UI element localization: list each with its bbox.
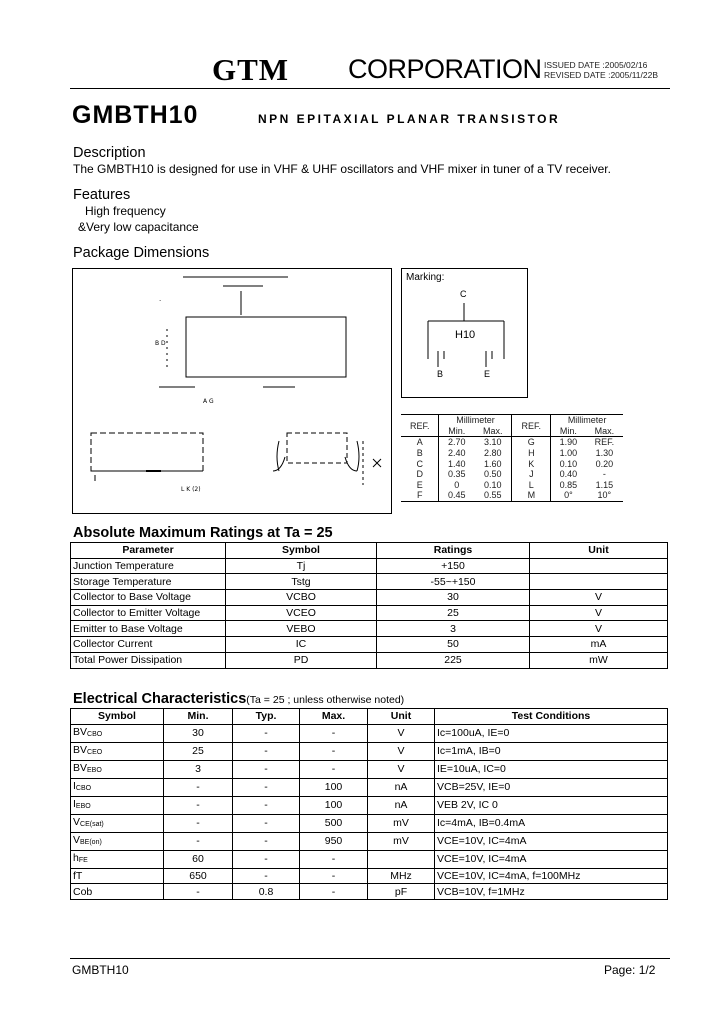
rating-cell: 225 — [377, 652, 530, 668]
dimension-table — [401, 414, 623, 502]
table-row — [71, 760, 668, 778]
pin-e-label: E — [484, 369, 491, 379]
symbol-cell — [71, 742, 164, 760]
company-logo: GTM — [212, 52, 290, 87]
marking-code: H10 — [455, 329, 476, 341]
condition-cell: VCE=10V, IC=4mA — [435, 850, 668, 868]
dim-min: 0.35 — [447, 469, 466, 480]
table-row — [71, 778, 668, 796]
symbol-cell: IC — [226, 637, 377, 653]
max-cell: - — [300, 868, 368, 884]
dim-ref: K — [512, 458, 551, 469]
max-cell: 950 — [300, 832, 368, 850]
min-cell: 650 — [164, 868, 233, 884]
rating-cell: 50 — [377, 637, 530, 653]
symbol-cell — [71, 724, 164, 742]
typ-cell: - — [233, 814, 300, 832]
package-drawing — [72, 268, 392, 514]
condition-cell: VCB=10V, f=1MHz — [435, 884, 668, 900]
dim-ref: E — [401, 480, 439, 491]
dim-max: 0.55 — [474, 490, 512, 501]
col-header: Parameter — [71, 543, 226, 559]
unit-cell: nA — [368, 778, 435, 796]
dim-max: REF. — [594, 437, 615, 448]
dim-ref: H — [512, 448, 551, 459]
col-header: Symbol — [71, 709, 164, 725]
min-cell: - — [164, 778, 233, 796]
rating-cell: 3 — [377, 621, 530, 637]
param-cell: Junction Temperature — [71, 558, 226, 574]
description-heading: Description — [73, 145, 146, 161]
elec-heading: Electrical Characteristics — [73, 691, 247, 707]
col-header: Unit — [368, 709, 435, 725]
table-row — [71, 590, 668, 606]
revision-dates — [544, 60, 658, 80]
symbol-cell — [71, 760, 164, 778]
typ-cell: - — [233, 796, 300, 814]
symbol-cell: Tj — [226, 558, 377, 574]
symbol-cell — [71, 814, 164, 832]
unit-cell: mW — [530, 652, 668, 668]
symbol-main: I — [73, 779, 76, 792]
dim-max: 0.10 — [474, 480, 512, 491]
min-cell: - — [164, 832, 233, 850]
symbol-main: V — [73, 833, 81, 846]
symbol-cell — [71, 868, 164, 884]
typ-cell: - — [233, 850, 300, 868]
package-heading: Package Dimensions — [73, 245, 210, 261]
dim-max: 0.20 — [595, 458, 614, 469]
part-number: GMBTH10 — [72, 101, 199, 129]
svg-text:A G: A G — [203, 398, 214, 405]
dim-header-ref: REF. — [401, 415, 439, 437]
symbol-main: fT — [73, 870, 83, 883]
col-header: Test Conditions — [435, 709, 668, 725]
dim-header-min: Min. — [448, 425, 466, 436]
col-header: Unit — [530, 543, 668, 559]
unit-cell: V — [530, 621, 668, 637]
param-cell: Storage Temperature — [71, 574, 226, 590]
symbol-cell: VCBO — [226, 590, 377, 606]
symbol-subscript: EBO — [87, 766, 102, 774]
typ-cell: - — [233, 760, 300, 778]
pin-b-label: B — [437, 369, 444, 379]
unit-cell: V — [368, 742, 435, 760]
table-row — [71, 832, 668, 850]
marking-label: Marking: — [406, 272, 445, 283]
col-header: Ratings — [377, 543, 530, 559]
unit-cell — [530, 558, 668, 574]
elec-table — [70, 708, 668, 900]
dim-min: 0.45 — [447, 490, 466, 501]
table-row — [71, 742, 668, 760]
unit-cell: V — [530, 605, 668, 621]
part-subtitle: NPN EPITAXIAL PLANAR TRANSISTOR — [258, 112, 561, 126]
max-cell: - — [300, 850, 368, 868]
package-outline-drawing — [73, 269, 391, 513]
condition-cell: IE=10uA, IC=0 — [435, 760, 668, 778]
dim-min: 0.10 — [559, 458, 578, 469]
issued-date: ISSUED DATE :2005/02/16 — [544, 60, 648, 70]
symbol-cell: VCEO — [226, 605, 377, 621]
rating-cell: 25 — [377, 605, 530, 621]
dim-min: 1.90 — [559, 437, 578, 448]
dim-max: 3.10 — [474, 437, 512, 448]
symbol-cell: PD — [226, 652, 377, 668]
table-row — [71, 796, 668, 814]
typ-cell: - — [233, 868, 300, 884]
elec-note: (Ta = 25 ; unless otherwise noted) — [246, 694, 405, 706]
dim-min: 0.40 — [559, 469, 578, 480]
symbol-subscript: CBO — [75, 784, 92, 792]
rating-cell: 30 — [377, 590, 530, 606]
typ-cell: - — [233, 742, 300, 760]
unit-cell: V — [368, 724, 435, 742]
dim-header-max: Max. — [474, 426, 512, 437]
dim-max: 10° — [597, 490, 612, 501]
marking-box — [401, 268, 528, 398]
dim-min: 0° — [564, 490, 573, 501]
col-header: Typ. — [233, 709, 300, 725]
dim-ref: D — [401, 469, 439, 480]
unit-cell: mV — [368, 832, 435, 850]
symbol-main: I — [73, 797, 76, 810]
dim-header-max: Max. — [594, 425, 615, 436]
param-cell: Collector Current — [71, 637, 226, 653]
unit-cell — [530, 574, 668, 590]
dim-row — [401, 480, 623, 491]
symbol-main: Cob — [73, 885, 93, 898]
pin-c-label: C — [460, 289, 467, 299]
symbol-cell — [71, 832, 164, 850]
unit-cell: V — [530, 590, 668, 606]
description-text: The GMBTH10 is designed for use in VHF & UHF oscillators and VHF mixer in tuner of a TV receiver. — [73, 162, 611, 176]
unit-cell: MHz — [368, 868, 435, 884]
typ-cell: 0.8 — [233, 884, 300, 900]
header-rule — [70, 88, 670, 89]
table-row — [71, 574, 668, 590]
dim-row — [401, 458, 623, 469]
dim-max: 1.15 — [595, 479, 614, 490]
condition-cell: VCB=25V, IE=0 — [435, 778, 668, 796]
dim-header-min: Min. — [559, 425, 577, 436]
dim-ref: G — [512, 437, 551, 448]
symbol-subscript: FE — [78, 856, 88, 864]
param-cell: Total Power Dissipation — [71, 652, 226, 668]
dim-min: 2.40 — [447, 448, 466, 459]
dim-row — [401, 437, 623, 448]
dim-max: 1.30 — [595, 448, 614, 459]
symbol-cell — [71, 884, 164, 900]
symbol-cell: VEBO — [226, 621, 377, 637]
typ-cell: - — [233, 724, 300, 742]
min-cell: 60 — [164, 850, 233, 868]
condition-cell: VEB 2V, IC 0 — [435, 796, 668, 814]
condition-cell: Ic=4mA, IB=0.4mA — [435, 814, 668, 832]
table-row — [71, 724, 668, 742]
symbol-cell: Tstg — [226, 574, 377, 590]
footer-page: Page: 1/2 — [604, 963, 656, 977]
param-cell: Collector to Base Voltage — [71, 590, 226, 606]
dim-min: 0 — [454, 479, 460, 490]
dim-header-ref: REF. — [512, 415, 551, 437]
footer-part: GMBTH10 — [72, 963, 129, 977]
symbol-main: BV — [73, 743, 88, 756]
table-row — [71, 605, 668, 621]
symbol-cell — [71, 850, 164, 868]
svg-text:.: . — [159, 295, 162, 303]
symbol-subscript: EBO — [75, 802, 91, 810]
dim-max: 1.60 — [474, 458, 512, 469]
dim-header-mm: Millimeter — [567, 415, 607, 426]
table-row — [71, 814, 668, 832]
col-header: Min. — [164, 709, 233, 725]
table-row — [71, 558, 668, 574]
dim-ref: F — [401, 490, 439, 501]
table-row — [71, 868, 668, 884]
symbol-subscript: CEO — [87, 748, 103, 756]
param-cell: Emitter to Base Voltage — [71, 621, 226, 637]
min-cell: - — [164, 814, 233, 832]
dim-header-mm: Millimeter — [439, 415, 512, 426]
typ-cell: - — [233, 832, 300, 850]
symbol-cell — [71, 778, 164, 796]
max-cell: 100 — [300, 778, 368, 796]
min-cell: 30 — [164, 724, 233, 742]
feature-item: High frequency — [85, 204, 166, 218]
corporation-label: CORPORATION — [348, 54, 542, 84]
col-header: Max. — [300, 709, 368, 725]
condition-cell: VCE=10V, IC=4mA — [435, 832, 668, 850]
symbol-subscript: CE(sat) — [80, 820, 104, 828]
elec-heading-line — [73, 690, 404, 708]
dim-max: 2.80 — [474, 448, 512, 459]
svg-text:L K (2): L K (2) — [181, 486, 201, 493]
symbol-main: BV — [73, 725, 88, 738]
dim-max: 0.50 — [474, 469, 512, 480]
table-row — [71, 850, 668, 868]
min-cell: 25 — [164, 742, 233, 760]
param-cell: Collector to Emitter Voltage — [71, 605, 226, 621]
table-row — [71, 637, 668, 653]
features-heading: Features — [73, 187, 131, 203]
dim-max: - — [602, 469, 606, 480]
table-row — [71, 884, 668, 900]
dim-min: 2.70 — [447, 437, 466, 448]
table-row — [71, 621, 668, 637]
symbol-cell — [71, 796, 164, 814]
symbol-main: h — [73, 851, 79, 864]
min-cell: - — [164, 796, 233, 814]
dim-row — [401, 469, 623, 480]
condition-cell: Ic=1mA, IB=0 — [435, 742, 668, 760]
symbol-main: V — [73, 815, 81, 828]
unit-cell: V — [368, 760, 435, 778]
unit-cell: nA — [368, 796, 435, 814]
table-row — [71, 652, 668, 668]
dim-row — [401, 448, 623, 459]
feature-item: &Very low capacitance — [78, 220, 199, 234]
typ-cell: - — [233, 778, 300, 796]
revised-date: REVISED DATE :2005/11/22B — [544, 70, 659, 80]
dim-ref: A — [401, 437, 439, 448]
rating-cell: -55~+150 — [377, 574, 530, 590]
abs-max-table — [70, 542, 668, 669]
dim-min: 1.00 — [559, 448, 578, 459]
max-cell: - — [300, 760, 368, 778]
condition-cell: VCE=10V, IC=4mA, f=100MHz — [435, 868, 668, 884]
condition-cell: Ic=100uA, IE=0 — [435, 724, 668, 742]
dim-ref: M — [512, 490, 551, 501]
symbol-main: BV — [73, 761, 88, 774]
dim-ref: C — [401, 458, 439, 469]
symbol-subscript: BE(on) — [80, 838, 102, 846]
max-cell: 100 — [300, 796, 368, 814]
unit-cell — [368, 850, 435, 868]
dim-ref: L — [512, 480, 551, 491]
dim-ref: J — [512, 469, 551, 480]
symbol-subscript: CBO — [87, 730, 103, 738]
dim-ref: B — [401, 448, 439, 459]
min-cell: 3 — [164, 760, 233, 778]
col-header: Symbol — [226, 543, 377, 559]
min-cell: - — [164, 884, 233, 900]
unit-cell: mV — [368, 814, 435, 832]
dim-row — [401, 490, 623, 501]
abs-max-heading: Absolute Maximum Ratings at Ta = 25 — [73, 525, 333, 541]
dim-min: 0.85 — [559, 479, 578, 490]
max-cell: 500 — [300, 814, 368, 832]
footer-rule — [70, 958, 670, 959]
max-cell: - — [300, 724, 368, 742]
unit-cell: pF — [368, 884, 435, 900]
svg-text:B D: B D — [155, 340, 166, 347]
dim-min: 1.40 — [447, 458, 466, 469]
max-cell: - — [300, 742, 368, 760]
rating-cell: +150 — [377, 558, 530, 574]
max-cell: - — [300, 884, 368, 900]
unit-cell: mA — [530, 637, 668, 653]
